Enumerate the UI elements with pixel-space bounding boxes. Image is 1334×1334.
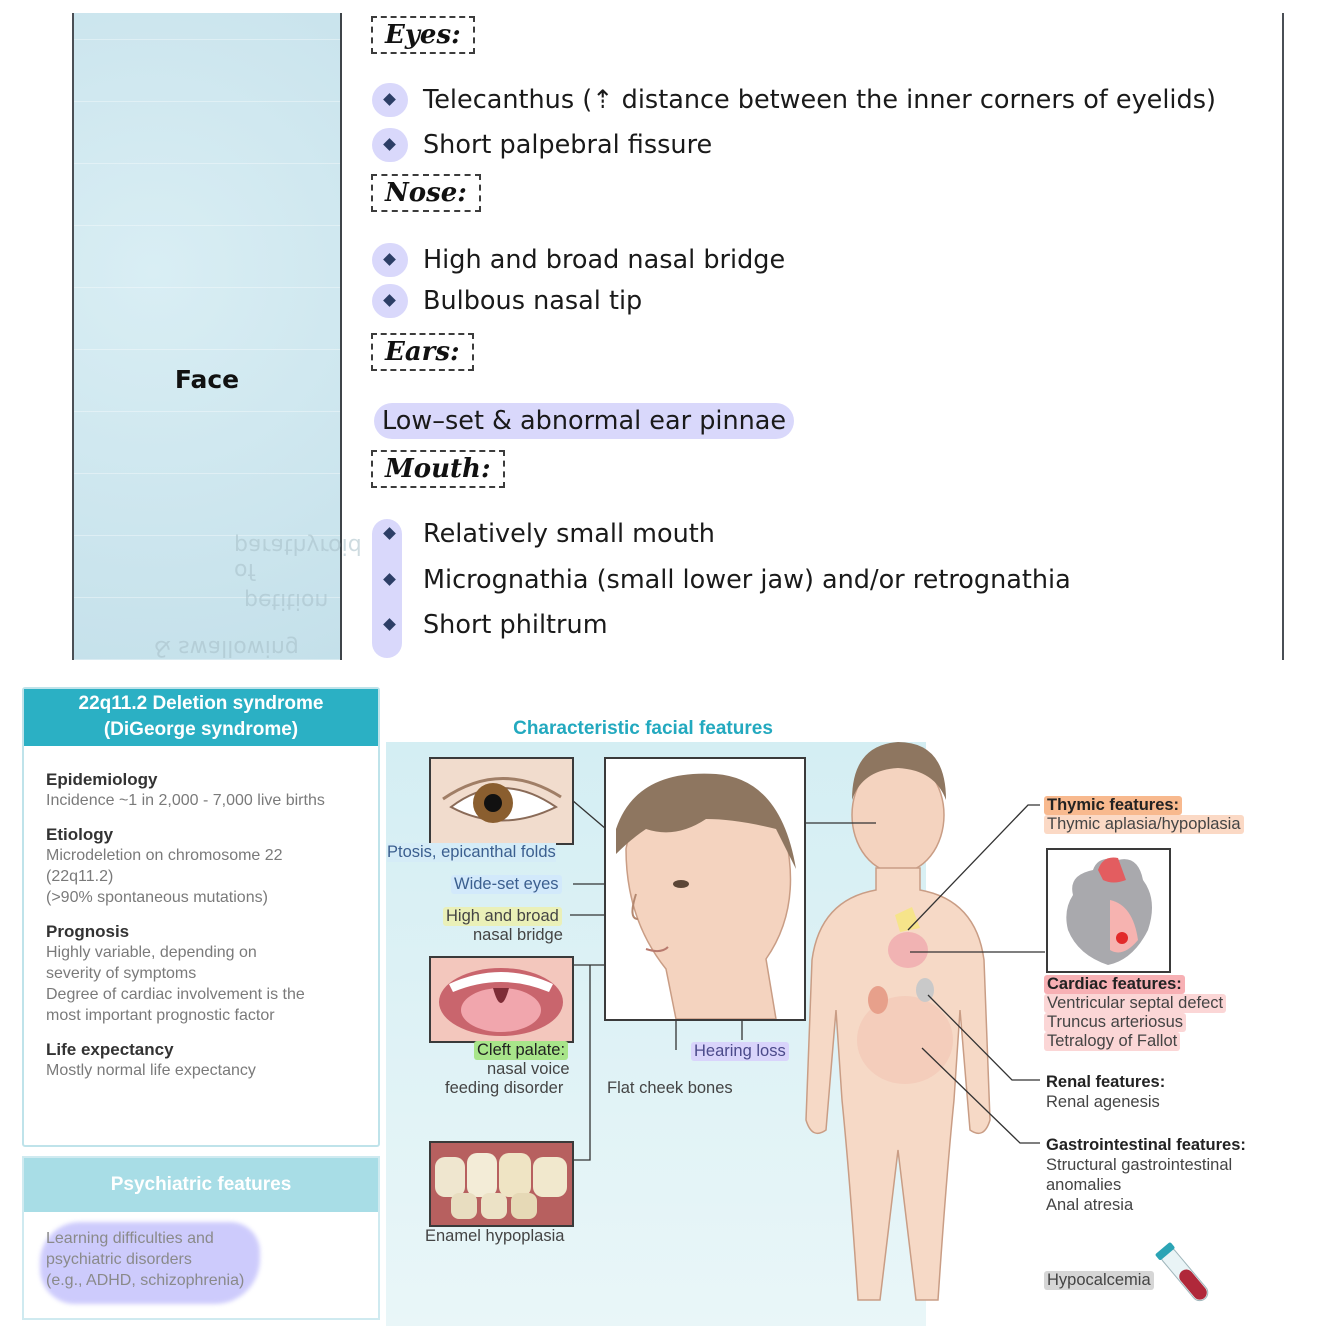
nose-heading: Nose: — [371, 174, 481, 212]
list-item: Telecanthus (⇡ distance between the inner corners of eyelids) — [372, 83, 1216, 117]
heart-closeup — [1046, 848, 1171, 973]
prognosis-text: Highly variable, depending on — [46, 944, 257, 961]
list-item: Short palpebral fissure — [372, 128, 712, 162]
psychiatric-card — [22, 1156, 380, 1320]
teeth-closeup — [429, 1141, 574, 1227]
bullet-icon — [372, 83, 408, 117]
renal-text: Renal agenesis — [1046, 1093, 1160, 1111]
gi-item: anomalies — [1046, 1176, 1122, 1194]
wide-set-eyes-label: Wide-set eyes — [451, 875, 562, 894]
eye-closeup — [429, 757, 574, 845]
nasal-bridge-label: High and broad — [443, 907, 562, 926]
cardiac-item: Truncus arteriosus — [1044, 1013, 1186, 1032]
etiology-title: Etiology — [46, 825, 114, 844]
etiology-text: Microdeletion on chromosome 22 — [46, 847, 283, 864]
bullet-icon — [372, 563, 408, 597]
prognosis-text: most important prognostic factor — [46, 1007, 275, 1024]
renal-title: Renal features: — [1046, 1073, 1166, 1091]
mouth-closeup — [429, 956, 574, 1043]
psychiatric-text: (e.g., ADHD, schizophrenia) — [46, 1272, 245, 1289]
row-label: Face — [174, 365, 240, 394]
notes-table — [72, 13, 1284, 660]
hearing-loss-label: Hearing loss — [691, 1042, 789, 1061]
ears-item: Low–set & abnormal ear pinnae — [374, 403, 794, 439]
etiology-text: (22q11.2) — [46, 868, 114, 885]
list-item: High and broad nasal bridge — [372, 243, 785, 277]
illustration-title: Characteristic facial features — [513, 718, 773, 739]
bullet-icon — [372, 284, 408, 318]
epidemiology-title: Epidemiology — [46, 770, 158, 789]
ghost-text: & swallowing — [154, 635, 299, 660]
row-label-cell — [74, 13, 362, 660]
list-item: Short philtrum — [372, 608, 608, 642]
gi-item: Anal atresia — [1046, 1196, 1134, 1214]
hypocalcemia-label: Hypocalcemia — [1044, 1271, 1154, 1290]
mouth-heading: Mouth: — [371, 450, 505, 488]
psychiatric-text: Learning difficulties and — [46, 1230, 214, 1247]
test-tube-icon — [1150, 1240, 1220, 1310]
bullet-icon — [372, 243, 408, 277]
eyes-heading: Eyes: — [371, 16, 475, 54]
cardiac-item: Tetralogy of Fallot — [1044, 1032, 1180, 1051]
life-expectancy-text: Mostly normal life expectancy — [46, 1062, 256, 1079]
psychiatric-title: Psychiatric features — [24, 1158, 378, 1212]
prognosis-text: Degree of cardiac involvement is the — [46, 986, 305, 1003]
ghost-text: petition — [244, 588, 329, 613]
enamel-label: Enamel hypoplasia — [425, 1227, 565, 1245]
face-closeup — [604, 757, 806, 1021]
ghost-text: of parathyroid — [234, 533, 362, 583]
bullet-icon — [372, 128, 408, 162]
flat-cheek-label: Flat cheek bones — [607, 1079, 733, 1097]
gi-title: Gastrointestinal features: — [1046, 1136, 1246, 1154]
ptosis-label: Ptosis, epicanthal folds — [387, 843, 556, 861]
gi-item: Structural gastrointestinal — [1046, 1156, 1233, 1174]
cleft-palate-text: nasal voice — [487, 1060, 570, 1078]
cardiac-title: Cardiac features: — [1044, 975, 1185, 994]
cleft-palate-text: feeding disorder — [445, 1079, 564, 1097]
summary-card — [22, 687, 380, 1147]
epidemiology-text: Incidence ~1 in 2,000 - 7,000 live births — [46, 792, 325, 809]
life-expectancy-title: Life expectancy — [46, 1040, 174, 1059]
etiology-text: (>90% spontaneous mutations) — [46, 889, 268, 906]
list-item: Micrognathia (small lower jaw) and/or retrognathia — [372, 563, 1071, 597]
bullet-icon — [372, 608, 408, 642]
list-item: Bulbous nasal tip — [372, 284, 642, 318]
nasal-bridge-label: nasal bridge — [473, 926, 563, 944]
cardiac-item: Ventricular septal defect — [1044, 994, 1226, 1013]
psychiatric-text: psychiatric disorders — [46, 1251, 192, 1268]
bullet-icon — [372, 517, 408, 551]
cleft-palate-label: Cleft palate: — [474, 1041, 568, 1060]
prognosis-text: severity of symptoms — [46, 965, 197, 982]
prognosis-title: Prognosis — [46, 922, 130, 941]
card-title: 22q11.2 Deletion syndrome (DiGeorge syndrome) — [24, 689, 378, 746]
list-item: Relatively small mouth — [372, 517, 715, 551]
thymic-title: Thymic features: — [1044, 796, 1182, 815]
thymic-text: Thymic aplasia/hypoplasia — [1044, 815, 1244, 834]
ears-heading: Ears: — [371, 333, 474, 371]
